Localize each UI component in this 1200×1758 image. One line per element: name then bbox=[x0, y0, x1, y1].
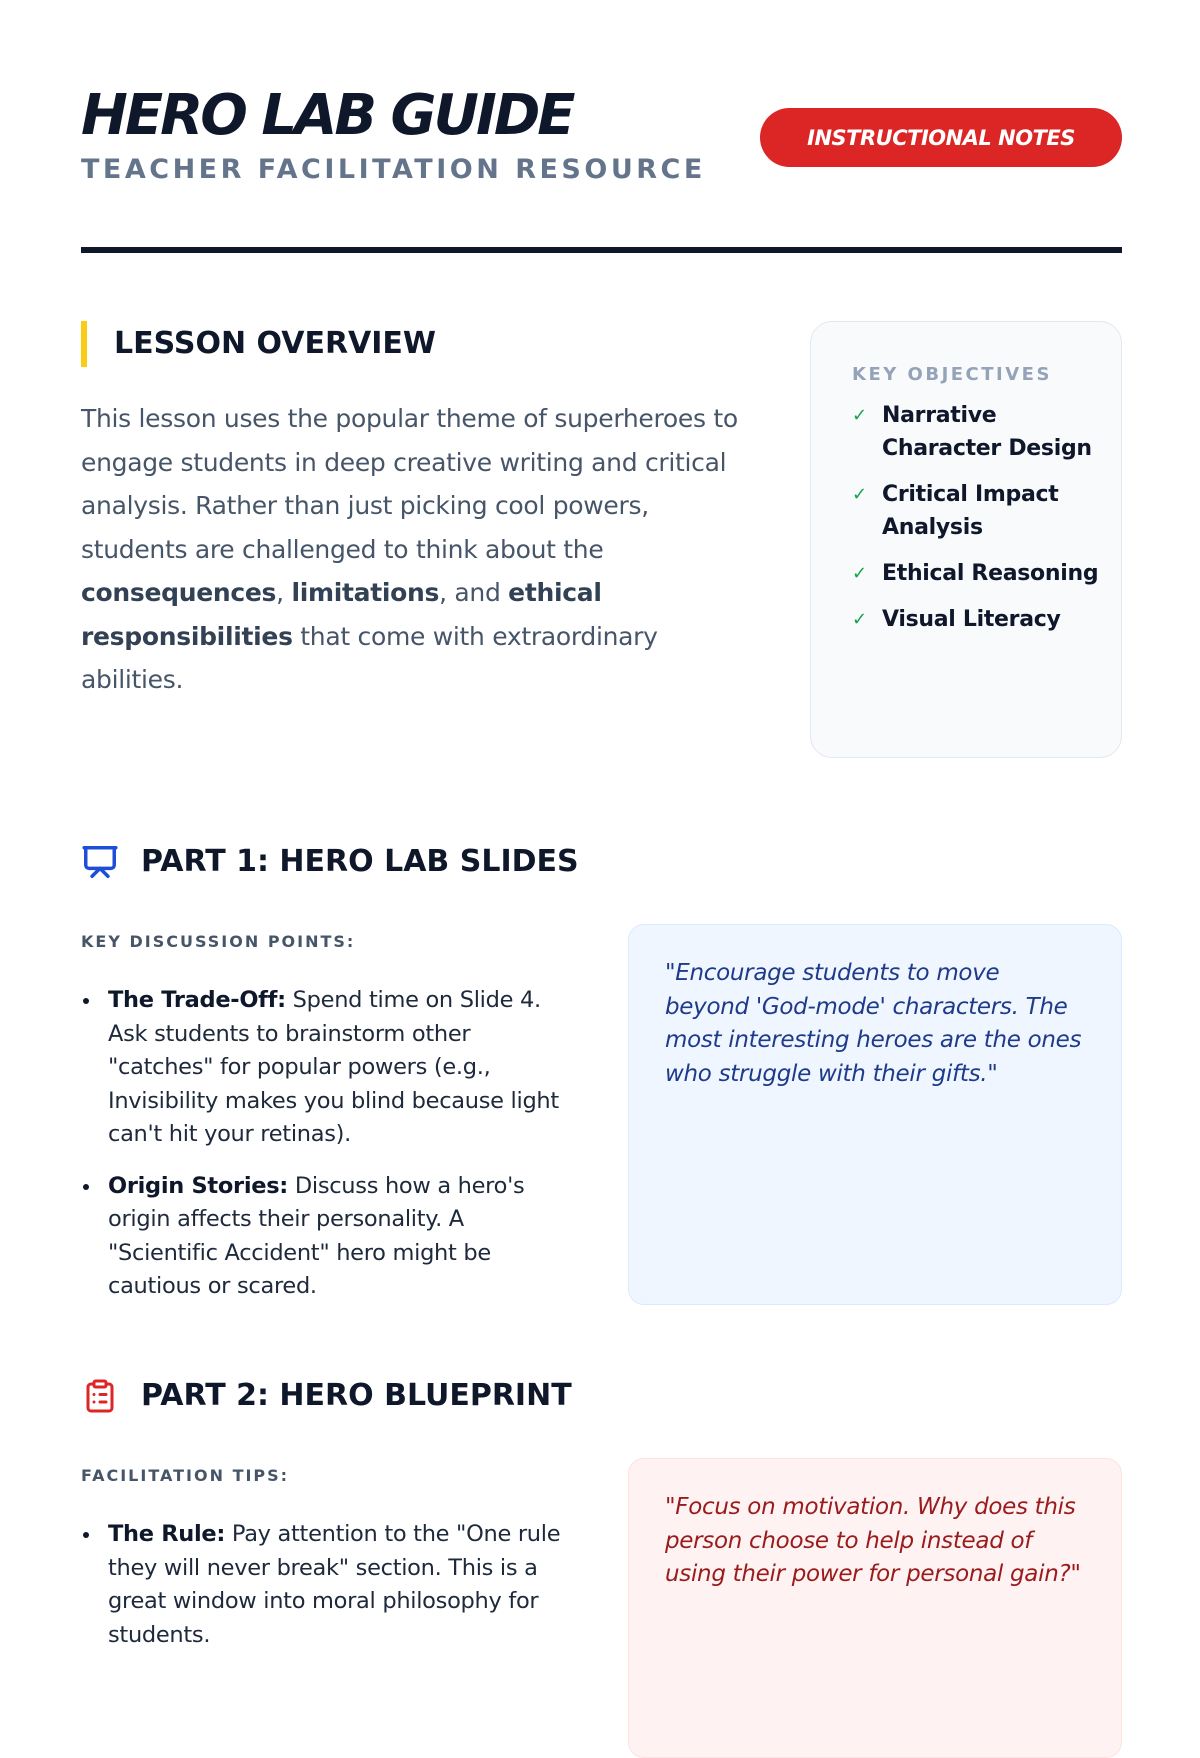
list-item bbox=[81, 1170, 561, 1304]
part2-quote-card: "Focus on motivation. Why does this person choose to help instead of using their power for personal gain?" bbox=[628, 1458, 1122, 1758]
objectives-list bbox=[852, 399, 1101, 636]
objective-item bbox=[852, 478, 1101, 544]
page-title: HERO LAB GUIDE bbox=[81, 83, 573, 148]
part1-heading bbox=[81, 842, 579, 882]
objective-label: Visual Literacy bbox=[882, 607, 1061, 632]
bullet-term: The Trade-Off: bbox=[108, 987, 286, 1013]
check-icon: ✓ bbox=[852, 609, 868, 630]
part1-heading-text: PART 1: HERO LAB SLIDES bbox=[141, 844, 579, 879]
header-divider bbox=[81, 247, 1122, 253]
overview-bold-limitations: limitations bbox=[291, 578, 440, 607]
overview-paragraph bbox=[81, 397, 761, 702]
key-objectives-label: KEY OBJECTIVES bbox=[852, 364, 1052, 385]
bullet-term: The Rule: bbox=[108, 1521, 226, 1547]
instructional-notes-badge: INSTRUCTIONAL NOTES bbox=[760, 108, 1122, 167]
overview-accent-bar bbox=[81, 321, 87, 367]
objective-item bbox=[852, 603, 1101, 636]
clipboard-icon bbox=[81, 1377, 119, 1415]
objective-label: Narrative Character Design bbox=[882, 403, 1092, 461]
check-icon: ✓ bbox=[852, 563, 868, 584]
header bbox=[81, 84, 1122, 254]
overview-heading-text: LESSON OVERVIEW bbox=[114, 326, 437, 361]
part2-heading bbox=[81, 1376, 572, 1416]
part2-heading-text: PART 2: HERO BLUEPRINT bbox=[141, 1378, 572, 1413]
presentation-icon bbox=[81, 843, 119, 881]
objective-item bbox=[852, 399, 1101, 465]
facilitation-tips-list bbox=[81, 1518, 561, 1670]
list-item bbox=[81, 984, 561, 1152]
bullet-text: Pay attention to the "One rule they will never break" section. This is a great window into moral philosophy for students. bbox=[108, 1521, 561, 1648]
overview-heading bbox=[114, 324, 436, 364]
guide-page bbox=[81, 0, 1122, 1648]
check-icon: ✓ bbox=[852, 405, 868, 426]
overview-text-2: , bbox=[276, 578, 292, 607]
part1-quote-card: "Encourage students to move beyond 'God-mode' characters. The most interesting heroes are the ones who struggle with their gifts." bbox=[628, 924, 1122, 1305]
overview-text-4: that come with extraordinary abilities. bbox=[81, 621, 658, 694]
discussion-points-label: KEY DISCUSSION POINTS: bbox=[81, 932, 356, 951]
bullet-term: Origin Stories: bbox=[108, 1172, 288, 1199]
overview-text-1: This lesson uses the popular theme of superheroes to engage students in deep creative writing and critical analysis. Rather than just picking cool powers, students are challenged to think about the bbox=[81, 404, 738, 564]
page-subtitle: TEACHER FACILITATION RESOURCE bbox=[81, 154, 706, 185]
facilitation-tips-label: FACILITATION TIPS: bbox=[81, 1466, 290, 1485]
overview-bold-ethical: ethical responsibilities bbox=[81, 578, 602, 651]
objective-item bbox=[852, 557, 1101, 590]
list-item bbox=[81, 1518, 561, 1652]
objective-label: Ethical Reasoning bbox=[882, 561, 1099, 586]
overview-text-3: , and bbox=[439, 578, 509, 607]
discussion-points-list bbox=[81, 984, 561, 1322]
key-objectives-card bbox=[810, 321, 1122, 758]
objective-label: Critical Impact Analysis bbox=[882, 482, 1059, 540]
check-icon: ✓ bbox=[852, 484, 868, 505]
overview-bold-consequences: consequences bbox=[81, 578, 277, 607]
bullet-text: Spend time on Slide 4. Ask students to brainstorm other "catches" for popular powers (e.g., Invisibility makes you blind because light can't hit your retinas). bbox=[108, 987, 559, 1147]
bullet-text: Discuss how a hero's origin affects their personality. A "Scientific Accident" hero might be cautious or scared. bbox=[108, 1172, 525, 1299]
